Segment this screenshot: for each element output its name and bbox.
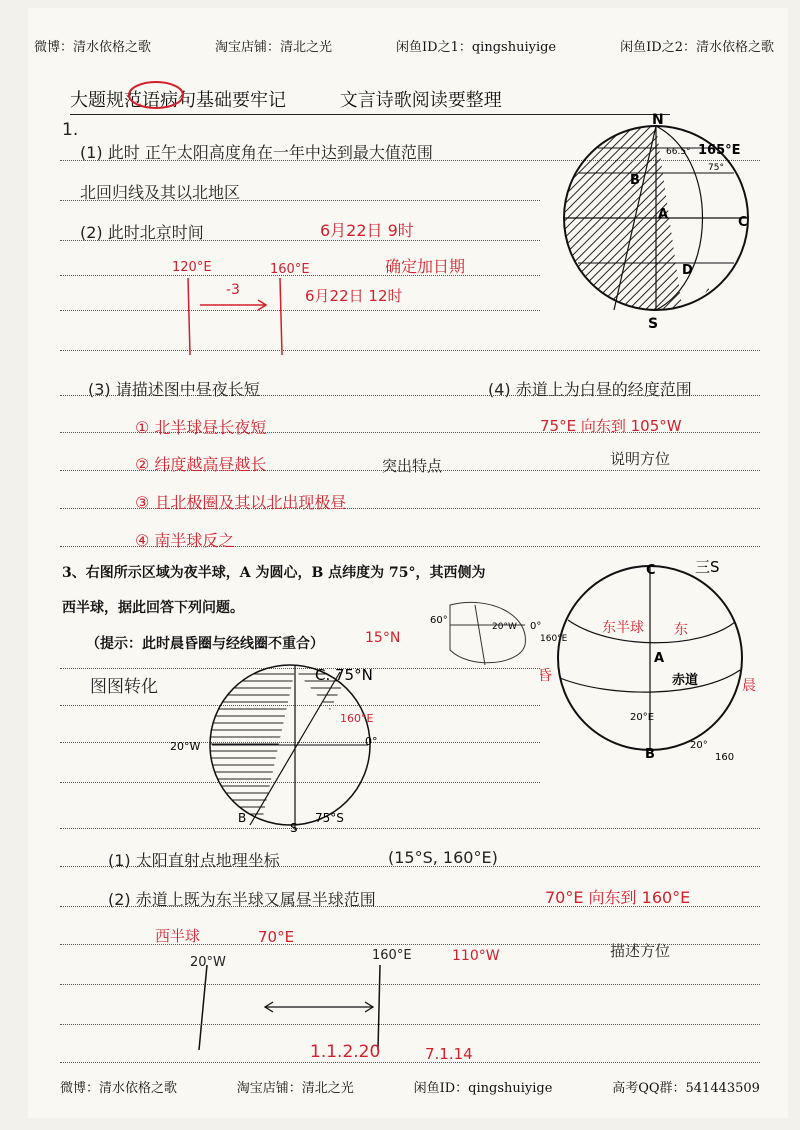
globe-a: A	[658, 207, 669, 222]
q3-part1-answer: (15°S, 160°E)	[388, 848, 498, 867]
q3-globe-equator: 赤道	[672, 673, 699, 688]
q3-part2-e: 160°E	[372, 948, 412, 963]
q3-stem2: 西半球，据此回答下列问题。	[62, 600, 244, 616]
q1-scratch-lon1: 120°E	[172, 260, 212, 275]
q3-side-note: 三S	[695, 558, 720, 576]
q3-part2-answer: 70°E 向东到 160°E	[545, 888, 691, 907]
q3-part1-question: (1) 太阳直射点地理坐标	[108, 851, 280, 870]
q3-redrawn-globe	[170, 650, 400, 840]
q1-number: 1.	[62, 120, 79, 140]
mini-label-3: 0°	[530, 621, 542, 632]
sketch-s: S	[290, 821, 298, 835]
footer-qq: 高考QQ群：541443509	[612, 1081, 760, 1096]
q1-part1-question: (1) 此时 正午太阳高度角在一年中达到最大值范围	[80, 143, 433, 162]
q3-hint-note: 15°N	[365, 630, 401, 646]
q1-part3-question: (3) 请描述图中昼夜长短	[88, 380, 260, 399]
footer-xianyu: 闲鱼ID：qingshuiyige	[413, 1081, 553, 1096]
page-header	[34, 36, 774, 55]
q3-globe-b: B	[645, 747, 655, 762]
sketch-b: 75°S	[315, 811, 344, 825]
q3-red3: 昏	[538, 668, 552, 684]
mini-label-4: 160°E	[540, 634, 568, 644]
q1-part4-question: (4) 赤道上为白昼的经度范围	[488, 380, 692, 399]
ruled-line	[60, 350, 760, 351]
globe-angle: 75°	[708, 163, 724, 173]
q3-scratch2: 70°E	[258, 928, 295, 946]
q3-red1: 东半球	[602, 620, 644, 636]
q3-scratch1: 西半球	[155, 927, 201, 945]
q1-part3-ans1: ① 北半球昼长夜短	[135, 418, 267, 437]
q3-bottom-deg2: 160	[715, 752, 735, 763]
q3-red4: 晨	[742, 678, 756, 694]
q1-scratch-time: 6月22日 12时	[305, 287, 403, 305]
q3-mini-sketch	[430, 595, 568, 675]
q1-part4-note: 说明方位	[610, 450, 671, 468]
header-xianyu1: 闲鱼ID之1：qingshuiyige	[396, 40, 557, 55]
q3-globe-lon: 20°E	[630, 712, 655, 723]
q1-part2-answer: 6月22日 9时	[320, 221, 414, 240]
header-xianyu2: 闲鱼ID之2：清水依格之歌	[620, 40, 774, 55]
q3-part2-110: 110°W	[452, 948, 500, 964]
q1-globe-diagram	[548, 112, 768, 338]
globe-lat: 66.5°	[666, 147, 691, 157]
q3-part2-bottom2: 7.1.14	[425, 1045, 473, 1063]
mini-label-2: 20°W	[492, 622, 517, 632]
q3-red2: 东	[674, 622, 688, 638]
q3-part2-note: 描述方位	[610, 942, 671, 960]
q1-scratch-diff: -3	[226, 282, 240, 298]
globe-d: D	[682, 263, 693, 278]
q3-globe-diagram	[538, 558, 780, 790]
q3-part2-w: 20°W	[190, 955, 226, 970]
globe-c: C	[738, 215, 748, 230]
footer-taobao: 淘宝店铺：清北之光	[236, 1081, 354, 1096]
globe-s: S	[648, 316, 659, 332]
title-left: 大题规范语病句基础要牢记	[70, 90, 286, 111]
q1-scratch-lines	[170, 270, 310, 360]
q1-part2-question: (2) 此时北京时间	[80, 223, 204, 242]
q1-part1-answer: 北回归线及其以北地区	[80, 183, 241, 202]
mini-label-1: 60°	[430, 615, 448, 626]
q3-globe-c: C	[646, 563, 656, 578]
q1-part4-answer: 75°E 向东到 105°W	[540, 417, 682, 435]
q3-redraw-note: 图图转化	[90, 677, 158, 697]
sketch-bb: B	[238, 811, 247, 825]
q1-part3-note: 突出特点	[382, 457, 443, 475]
ruled-line	[60, 828, 760, 829]
globe-n: N	[652, 112, 664, 128]
q1-part3-ans4: ④ 南半球反之	[135, 531, 235, 550]
q3-stem: 3、右图所示区域为夜半球，A 为圆心，B 点纬度为 75°，其西侧为	[62, 565, 486, 581]
q1-part3-ans3: ③ 且北极圈及其以北出现极昼	[135, 493, 347, 512]
header-weibo: 微博：清水依格之歌	[34, 40, 152, 55]
sketch-w: 20°W	[170, 740, 201, 753]
sketch-lon: 160°E	[340, 712, 374, 725]
q1-part3-ans2: ② 纬度越高昼越长	[135, 455, 267, 474]
q3-hint: （提示：此时晨昏圈与经线圈不重合）	[86, 636, 324, 652]
ruled-line	[60, 1062, 760, 1063]
globe-lon: 165°E	[698, 143, 741, 158]
q1-part2-note: 确定加日期	[385, 257, 466, 276]
footer-weibo: 微博：清水依格之歌	[60, 1081, 178, 1096]
sketch-c: C. 75°N	[315, 666, 373, 684]
q3-part2-bottom: 1.1.2.20	[310, 1042, 381, 1062]
sketch-zero: 0°	[365, 735, 378, 748]
q3-globe-a: A	[654, 651, 665, 666]
globe-b: B	[630, 173, 640, 188]
header-taobao: 淘宝店铺：清北之光	[215, 40, 333, 55]
red-circle-mark	[128, 80, 188, 110]
q3-part2-question: (2) 赤道上既为东半球又属昼半球范围	[108, 890, 376, 909]
page-footer	[60, 1077, 760, 1096]
title-right: 文言诗歌阅读要整理	[339, 90, 502, 111]
q1-scratch-lon2: 160°E	[270, 262, 310, 277]
q3-bottom-deg: 20°	[690, 740, 708, 751]
